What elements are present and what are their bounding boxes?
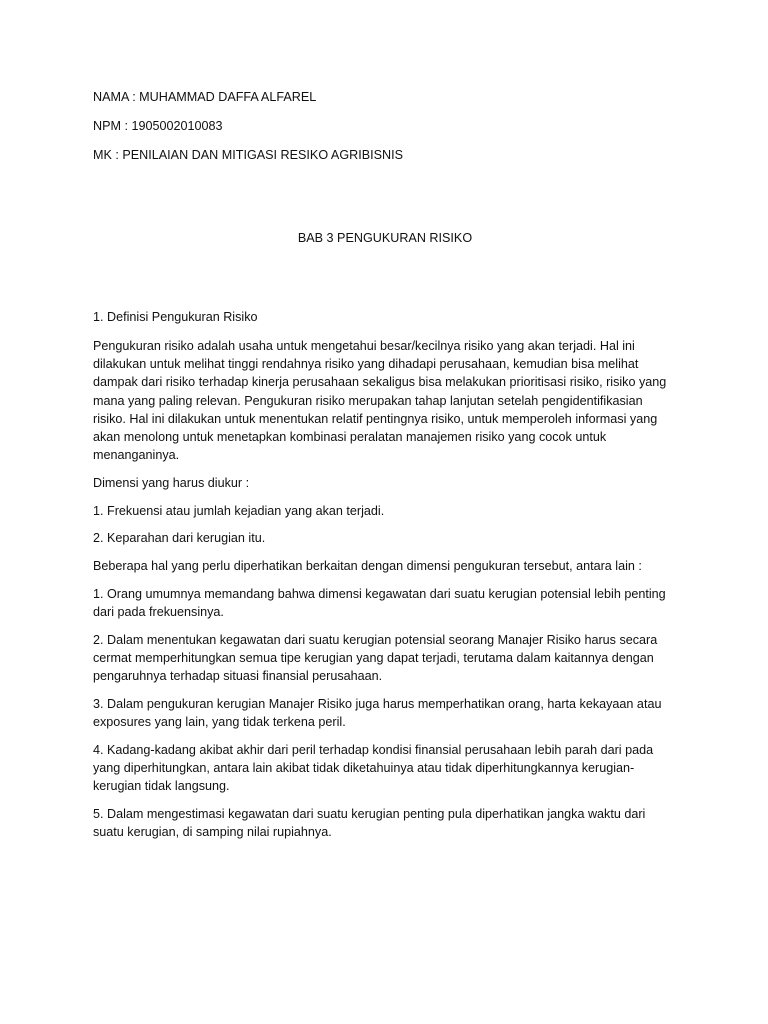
consideration-item: 5. Dalam mengestimasi kegawatan dari suatu kerugian penting pula diperhatikan jangka waktu dari suatu kerugian, di samping nilai rupiahnya. xyxy=(93,806,646,839)
considerations-intro: Beberapa hal yang perlu diperhatikan berkaitan dengan dimensi pengukuran tersebut, antara lain : xyxy=(93,559,642,574)
dimension-item: 1. Frekuensi atau jumlah kejadian yang akan terjadi. xyxy=(93,503,385,518)
section-heading: 1. Definisi Pengukuran Risiko xyxy=(93,309,258,324)
student-npm: NPM : 1905002010083 xyxy=(93,119,223,134)
student-name: NAMA : MUHAMMAD DAFFA ALFAREL xyxy=(93,90,317,104)
consideration-item: 4. Kadang-kadang akibat akhir dari peril terhadap kondisi finansial perusahaan lebih parah dari pada yang diperhitungkan, antara lain akibat tidak diketahuinya atau tidak diperhitungkannya kerugian-kerugian tidak langsung. xyxy=(93,742,654,794)
dimensions-intro: Dimensi yang harus diukur : xyxy=(93,475,250,490)
course-name: MK : PENILAIAN DAN MITIGASI RESIKO AGRIBISNIS xyxy=(93,148,404,163)
consideration-item: 2. Dalam menentukan kegawatan dari suatu kerugian potensial seorang Manajer Risiko harus secara cermat memperhitungkan semua tipe kerugian yang dapat terjadi, terutama dalam kaitannya dengan pengaruhnya terhadap situasi finansial perusahaan. xyxy=(93,632,658,684)
consideration-item: 1. Orang umumnya memandang bahwa dimensi kegawatan dari suatu kerugian potensial lebih penting dari pada frekuensinya. xyxy=(93,586,666,619)
document-body xyxy=(93,88,673,851)
consideration-item: 3. Dalam pengukuran kerugian Manajer Risiko juga harus memperhatikan orang, harta kekayaan atau exposures yang lain, yang tidak terkena peril. xyxy=(93,696,662,729)
definition-paragraph: Pengukuran risiko adalah usaha untuk mengetahui besar/kecilnya risiko yang akan terjadi. Hal ini dilakukan untuk melihat tinggi rendahnya risiko yang dihadapi perusahaan, kemudian bisa melihat dampak dari risiko terhadap kinerja perusahaan sekaligus bisa melakukan prioritisasi risiko, risiko yang mana yang paling relevan. Pengukuran risiko merupakan tahap lanjutan setelah pengidentifikasian risiko. Hal ini dilakukan untuk menentukan relatif pentingnya risiko, untuk memperoleh informasi yang akan menolong untuk menetapkan kombinasi peralatan manajemen risiko yang cocok untuk menanganinya. xyxy=(93,339,667,463)
dimension-item: 2. Keparahan dari kerugian itu. xyxy=(93,531,266,546)
document-title: BAB 3 PENGUKURAN RISIKO xyxy=(297,230,473,245)
